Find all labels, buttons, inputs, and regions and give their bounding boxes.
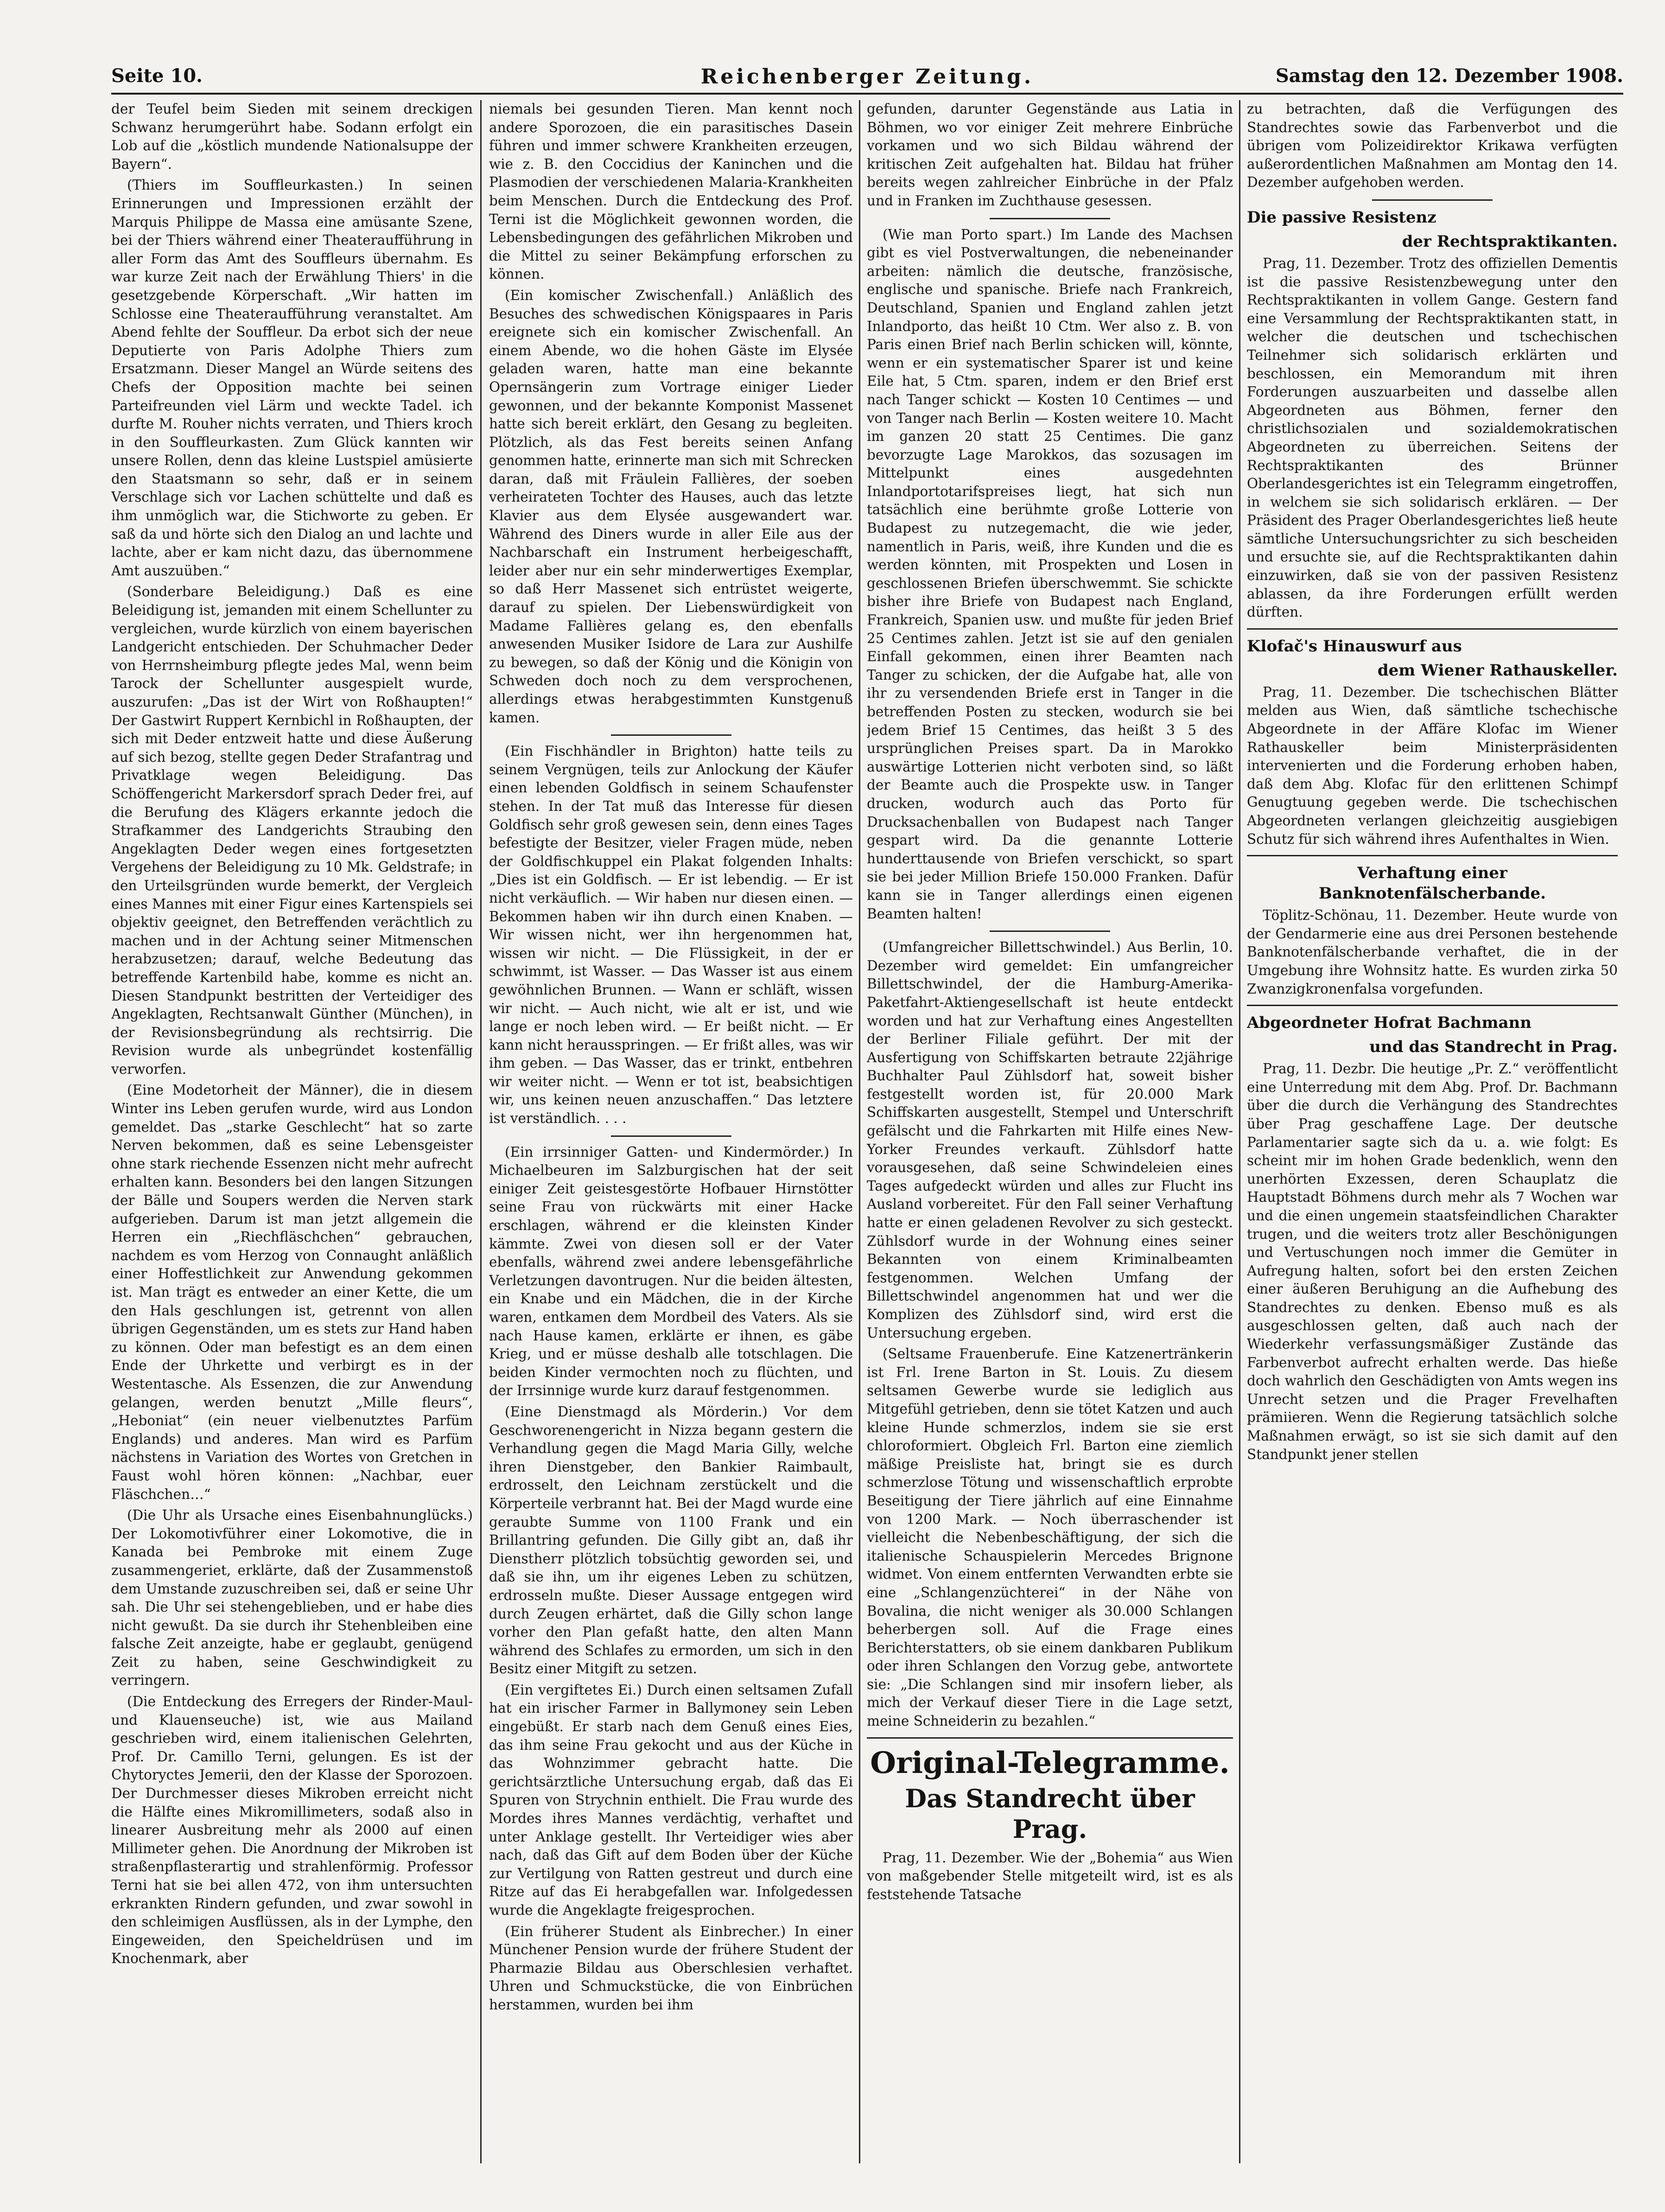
headline-klofac-line2: dem Wiener Rathauskeller.: [1377, 661, 1618, 680]
article-thiers: (Thiers im Souffleurkasten.) In seinen Erinnerungen und Impressionen erzählt der Marquis Philippe de Massa eine amüsante Szene, bei der Thiers während einer Theateraufführung in aller Form das Amt des Souffleurs übernahm. Es war kurze Zeit nach der Erwählung Thiers' in die gesetzgebende Körperschaft. „Wir hatten im Schlosse eine Theateraufführung veranstaltet. Am Abend fehlte der Souffleur. Da erbot sich der neue Deputierte von Paris Adolphe Thiers zum Ersatzmann. Dieser Mangel an Würde seitens des Chefs der Opposition machte bei seinen Parteifreunden viel Lärm und weckte Tadel. ich durfte M. Rouher nichts verraten, und Thiers kroch in den Souffleurkasten. Zum Glück kannten wir unsere Rollen, denn das kleine Lustspiel amüsierte den Staatsmann so sehr, daß er in seinem Verschlage sich vor Lachen schüttelte und daß es ihm unmöglich war, die Stichworte zu geben. Er saß da und hörte sich den Dialog an und lachte und lachte, aber er kam nicht dazu, das übernommene Amt auszuüben.“: [111, 177, 473, 579]
column-1: [111, 100, 473, 2163]
telegram-headline: Das Standrecht über Prag.: [905, 1783, 1195, 1844]
telegram-section-title: Original-Telegramme.: [870, 1745, 1230, 1780]
article-divider: [990, 931, 1110, 932]
article-banknoten: Töplitz-Schönau, 11. Dezember. Heute wurde von der Gendarmerie eine aus drei Personen bestehende Banknotenfälscherbande verhaftet, die in der Umgebung ihre Wohnsitz hatte. Es wurden zirka 50 Zwanzigkronenfalsa vorgefunden.: [1247, 907, 1618, 997]
article-frauenberufe: (Seltsame Frauenberufe. Eine Katzenertränkerin ist Frl. Irene Barton in St. Louis. Zu diesem seltsamen Gewerbe wurde sie lediglich aus Mitgefühl getrieben, denn sie tötet Katzen und auch kleine Hunde schmerzlos, indem sie sie erst chloroformiert. Obgleich Frl. Barton eine ziemlich mäßige Preisliste hat, bringt sie es durch schmerzlose Tötung und wissenschaftlich erprobte Beseitigung der Tiere jährlich auf eine Einnahme von 1200 Mark. — Noch überraschender ist vielleicht die Nebenbeschäftigung, der sich die italienische Schauspielerin Mercedes Brignone widmet. Von einem entfernten Verwandten erbte sie eine „Schlangenzüchterei“ in der Nähe von Bovalina, die nicht weniger als 30.000 Schlangen beherbergen soll. Auf die Frage eines Berichterstatters, ob sie einem dankbaren Publikum oder ihren Schlangen den Vorzug gebe, antwortete sie: „Die Schlangen sind mir insofern lieber, als mich der Verkauf dieser Tiere in die Lage setzt, meine Schneiderin zu bezahlen.“: [867, 1346, 1233, 1729]
newspaper-title: Reichenberger Zeitung.: [700, 65, 1034, 89]
headline-bachmann-line1: Abgeordneter Hofrat Bachmann: [1247, 1014, 1532, 1033]
article-continuation: niemals bei gesunden Tieren. Man kennt noch andere Sporozoen, die ein parasitisches Dasein führen und immer schwere Krankheiten erzeugen, wie z. B. den Coccidius der Kaninchen und die Plasmodien der verschiedenen Malaria-Krankheiten beim Menschen. Durch die Entdeckung des Prof. Terni ist die Möglichkeit gewonnen worden, die Lebensbedingungen des gefährlichen Mikroben und die Mittel zu seiner Bekämpfung erforschen zu können.: [489, 101, 853, 282]
column-4: [1247, 100, 1618, 2163]
article-divider: [990, 218, 1110, 219]
article-continuation: der Teufel beim Sieden mit seinem dreckigen Schwanz herumgerührt habe. Sodann erfolgt ein Lob auf die „köstlich mundende Nationalsuppe der Bayern“.: [111, 101, 473, 172]
article-continuation: gefunden, darunter Gegenstände aus Latia in Böhmen, wo vor einiger Zeit mehrere Einbrüche vorkamen und wo sich Bildau während der kritischen Zeit aufgehalten hat. Bildau hat früher bereits wegen zahlreicher Einbrüche in der Pfalz und in Franken im Zuchthause gesessen.: [867, 101, 1233, 209]
column-divider: [1239, 100, 1240, 2163]
article-zwischenfall: (Ein komischer Zwischenfall.) Anläßlich des Besuches des schwedischen Königspaares in Paris ereignete sich ein komischer Zwischenfall. An einem Abende, wo die hohen Gäste im Elysée geladen waren, hatte man eine bekannte Opernsängerin zum Vortrage einiger Lieder gewonnen, und der bekannte Komponist Massenet hatte sich bereit erklärt, den Gesang zu begleiten. Plötzlich, als das Fest bereits seinen Anfang genommen hatte, erinnerte man sich mit Schrecken daran, daß mit Fräulein Fallières, der soeben verheirateten Tochter des Hauses, auch das letzte Klavier aus dem Elysée ausgewandert war. Während des Diners wurde in aller Eile aus der Nachbarschaft ein Instrument herbeigeschafft, leider aber nur ein sehr minderwertiges Exemplar, so daß Herr Massenet sich entrüstet weigerte, darauf zu spielen. Der Liebenswürdigkeit von Madame Fallières gelang es, den ebenfalls anwesenden Musiker Isidore de Lara zur Aushilfe zu bewegen, so daß der König und die Königin von Schweden doch noch zu dem versprochenen, allerdings etwas herabgestimmten Kunstgenuß kamen.: [489, 287, 853, 726]
article-standrecht: Prag, 11. Dezember. Wie der „Bohemia“ aus Wien von maßgebender Stelle mitgeteilt wird, ist es als feststehende Tatsache: [867, 1849, 1233, 1902]
article-klofac: Prag, 11. Dezember. Die tschechischen Blätter melden aus Wien, daß sämtliche tschechische Abgeordnete in der Affäre Klofac im Wiener Rathauskeller beim Ministerpräsidenten intervenierten und die Forderung erhoben haben, daß dem Abg. Klofac für den erlittenen Schimpf Genugtuung gegeben werde. Die tschechischen Abgeordneten verlangen gleichzeitig ausgiebigen Schutz für sich während ihres Aufenthaltes in Wien.: [1247, 684, 1618, 847]
article-billettschwindel: (Umfangreicher Billettschwindel.) Aus Berlin, 10. Dezember wird gemeldet: Ein umfangreicher Billettschwindel, der die Hamburg-Amerika-Paketfahrt-Aktiengesellschaft ist heute entdeckt worden und hat zur Verhaftung eines Angestellten der Berliner Filiale geführt. Der mit der Ausfertigung von Schiffskarten betraute 22jährige Buchhalter Paul Zühlsdorf hat, soweit bisher festgestellt worden ist, für 20.000 Mark Schiffskarten ausgestellt, Stempel und Unterschrift gefälscht und die Fahrkarten mit Hilfe eines New-Yorker Freundes verkauft. Zühlsdorf hatte vorausgesehen, daß seine Schwindeleien eines Tages aufgedeckt würden und alles zur Flucht ins Ausland vorbereitet. Für den Fall seiner Verhaftung hatte er einen geladenen Revolver zu sich gesteckt. Zühlsdorf wurde in der Wohnung eines seiner Bekannten von einem Kriminalbeamten festgenommen. Welchen Umfang der Billettschwindel angenommen hat und wer die Komplizen des Zühlsdorf sind, wird erst die Untersuchung ergeben.: [867, 939, 1233, 1341]
article-modetorheit: (Eine Modetorheit der Männer), die in diesem Winter ins Leben gerufen wurde, wird aus London gemeldet. Das „starke Geschlecht“ hat so zarte Nerven bekommen, daß es seine Lebensgeister ohne stark riechende Essenzen nicht mehr aufrecht erhalten kann. Besonders bei den langen Sitzungen der Bälle und Soupers werden die Nerven stark aufgerieben. Darum ist man jetzt allgemein die Herren ein „Riechfläschchen“ gebrauchen, nachdem es vom Herzog von Connaught anläßlich einer Hoffestlichkeit zur Anwendung gekommen ist. Man trägt es entweder an einer Kette, die um den Hals geschlungen ist, getrennt von allen übrigen Gegenständen, um es stets zur Hand haben zu können. Oder man befestigt es an dem einen Ende der Uhrkette und verbirgt es in der Westentasche. Als Essenzen, die zur Anwendung gelangen, werden benutzt „Mille fleurs“, „Heboniat“ (ein neuer vielbenutztes Parfüm Englands) und anderes. Man wird es Parfüm nächstens in Variation des Wortes von Gretchen in Faust wohl hören können: „Nachbar, euer Fläschchen…“: [111, 1082, 473, 1502]
headline-resistenz-line2: der Rechtspraktikanten.: [1402, 232, 1618, 251]
article-divider: [1372, 199, 1493, 201]
headline-bachmann-line2: und das Standrecht in Prag.: [1369, 1038, 1618, 1057]
article-resistenz: Prag, 11. Dezember. Trotz des offiziellen Dementis ist die passive Resistenzbewegung unter den Rechtspraktikanten in vollem Gange. Gestern fand eine Versammlung der Rechtspraktikanten statt, in welcher die deutschen und tschechischen Teilnehmer sich solidarisch erklärten und beschlossen, ein Memorandum mit ihren Forderungen auszuarbeiten und dasselbe allen Abgeordneten aus Böhmen, ferner den christlichsozialen und sozialdemokratischen Abgeordneten zu überreichen. Seitens der Rechtspraktikanten des Brünner Oberlandesgerichtes ist ein Telegramm eingetroffen, in welchem sie sich solidarisch erklären. — Der Präsident des Prager Oberlandesgerichtes ließ heute sämtliche Untersuchungsrichter zu sich bescheiden und ersuchte sie, auf die Rechtspraktikanten dahin einzuwirken, daß sie von der passiven Resistenz ablassen, da ihre Forderungen erfüllt werden dürften.: [1247, 255, 1618, 620]
article-vergiftetes-ei: (Ein vergiftetes Ei.) Durch einen seltsamen Zufall hat ein irischer Farmer in Ballymoney sein Leben eingebüßt. Er starb nach dem Genuß eines Eies, das ihm seine Frau gekocht und aus der Küche in das Wohnzimmer gebracht hatte. Die gerichtsärztliche Untersuchung ergab, daß das Ei Spuren von Strychnin enthielt. Die Frau wurde des Mordes ihres Mannes verdächtig, verhaftet und unter Anklage gestellt. Ihr Verteidiger wies aber nach, daß das Gift auf dem Boden über der Küche zur Vertilgung von Ratten gestreut und durch eine Ritze auf das Ei herabgefallen war. Infolgedessen wurde die Angeklagte freigesprochen.: [489, 1682, 853, 1918]
column-3: [867, 100, 1233, 2163]
column-divider: [859, 100, 860, 2163]
article-beleidigung: (Sonderbare Beleidigung.) Daß es eine Beleidigung ist, jemanden mit einem Schellunter zu vergleichen, wurde kürzlich von einem bayerischen Landgericht entschieden. Der Schuhmacher Deder von Herrnsheimburg pflegte jedes Mal, wenn beim Tarock der Schellunter ausgespielt wurde, auszurufen: „Das ist der Wirt von Roßhaupten!“ Der Gastwirt Ruppert Kernbichl in Roßhaupten, der sich mit Deder entzweit hatte und diese Äußerung auf sich bezog, stellte gegen Deder Strafantrag und Privatklage wegen Beleidigung. Das Schöffengericht Markersdorf sprach Deder frei, auf die Berufung des Klägers erkannte jedoch die Strafkammer des Landgerichts Straubing den Angeklagten Deder wegen eines fortgesetzten Vergehens der Beleidigung zu 10 Mk. Geldstrafe; in den Urteilsgründen wurde bemerkt, der Vergleich eines Mannes mit einer Figur eines Kartenspiels sei objektiv geeignet, den Betreffenden verächtlich zu machen und in der Achtung seiner Mitmenschen herabzusetzen; darauf, welche Bedeutung das betreffende Kartenbild habe, komme es nicht an. Diesen Standpunkt bestritten der Verteidiger des Angeklagten, Rechtsanwalt Günther (München), in der Revisionsbegründung als rechtsirrig. Die Revision wurde als unbegründet kostenfällig verworfen.: [111, 584, 473, 1077]
headline-banknoten: Verhaftung einer Banknotenfälscherbande.: [1319, 864, 1546, 903]
article-divider: [1247, 628, 1618, 630]
article-student: (Ein früherer Student als Einbrecher.) In einer Münchener Pension wurde der frühere Student der Pharmazie Bildau aus Oberschlesien verhaftet. Uhren und Schmuckstücke, die von Einbrüchen herstammen, wurden bei ihm: [489, 1923, 853, 2013]
article-uhr: (Die Uhr als Ursache eines Eisenbahnunglücks.) Der Lokomotivführer einer Lokomotive, die in Kanada bei Pembroke mit einem Zuge zusammengeriet, erklärte, daß der Zusammenstoß dem Umstande zuzuschreiben sei, daß er seine Uhr sah. Die Uhr sei stehengeblieben, und er habe dies nicht gewußt. Da sie durch ihr Stehenbleiben eine falsche Zeit anzeigte, habe er geglaubt, genügend Zeit zu haben, seine Geschwindigkeit zu verringern.: [111, 1507, 473, 1689]
article-divider: [1247, 1005, 1618, 1006]
article-klauenseuche: (Die Entdeckung des Erregers der Rinder-Maul- und Klauenseuche) ist, wie aus Mailand geschrieben wird, einem italienischen Gelehrten, Prof. Dr. Camillo Terni, gelungen. Es ist der Chytoryctes Jemerii, den der Klasse der Sporozoen. Der Durchmesser dieses Mikroben erreicht nicht die Hälfte eines Mikromillimeters, sodaß also in linearer Ausbreitung mehr als 2000 auf einen Millimeter gehen. Die Anordnung der Mikroben ist straßenpflasterartig und strahlenförmig. Professor Terni hat sie bei allen 472, von ihm untersuchten erkrankten Rindern gefunden, und zwar sowohl in den schleimigen Ausflüssen, als in der Lymphe, den Eingeweiden, den Speicheldrüsen und im Knochenmark, aber: [111, 1694, 473, 1967]
article-kindermoerder: (Ein irrsinniger Gatten- und Kindermörder.) In Michaelbeuren im Salzburgischen hat der seit einiger Zeit geistesgestörte Hofbauer Hirnstötter seine Frau von rückwärts mit einer Hacke erschlagen, während er die kleinsten Kinder kämmte. Zwei von diesen soll er der Vater ebenfalls, während zwei andere lebensgefährliche Verletzungen davontrugen. Nur die beiden ältesten, ein Knabe und ein Mädchen, die in der Kirche waren, entkamen dem Mordbeil des Vaters. Als sie nach Hause kamen, erklärte er ihnen, es gäbe Krieg, und er müsse deshalb alle totschlagen. Die beiden Kinder vermochten noch zu flüchten, und der Irrsinnige wurde kurz darauf festgenommen.: [489, 1144, 853, 1399]
article-porto: (Wie man Porto spart.) Im Lande des Machsen gibt es viel Postverwaltungen, die nebeneinander arbeiten: nämlich die deutsche, französische, englische und spanische. Briefe nach Frankreich, Deutschland, Spanien und England zahlen jetzt Inlandporto, das heißt 10 Ctm. Wer also z. B. von Paris einen Brief nach Berlin schicken will, könnte, wenn er ein systematischer Sparer ist und keine Eile hat, 5 Ctm. sparen, indem er den Brief erst nach Tanger schickt — Kosten 10 Centimes — und von Tanger nach Berlin — Kosten weitere 10. Macht im ganzen 20 statt 25 Centimes. Die ganz bevorzugte Lage Marokkos, das sozusagen im Mittelpunkt eines ausgedehnten Inlandportotarifspreises liegt, hat sich nun tatsächlich eine berühmte große Lotterie von Budapest zu nutzegemacht, die wie jeder, namentlich in Paris, weiß, ihre Kunden und die es werden könnten, mit Prospekten und Losen in geschlossenen Briefen überschwemmt. Sie schickte bisher ihre Briefe von Budapest nach England, Frankreich, Spanien usw. und mußte für jeden Brief 25 Centimes zahlen. Jetzt ist sie auf den genialen Einfall gekommen, einen ihrer Beamten nach Tanger zu schicken, der die Aufgabe hat, alle von ihr zu versendenden Briefe erst in Tanger in die betreffenden Posten zu stecken, wodurch sie bei jedem Brief 15 Centimes, das heißt 3 5 des ursprünglichen Preises spart. Da in Marokko auswärtige Lotterien nicht verboten sind, so läßt der Beamte auch die Prospekte usw. in Tanger drucken, wodurch auch das Porto für Drucksachenballen von Budapest nach Tanger gespart wird. Da die genannte Lotterie hunderttausende von Briefen verschickt, so spart sie bei jeder Million Briefe 150.000 Franken. Dafür kann sie in Tanger allerdings einen eigenen Beamten halten!: [867, 226, 1233, 922]
section-divider: [867, 1737, 1233, 1739]
page-number: Seite 10.: [111, 65, 203, 87]
article-fischhaendler: (Ein Fischhändler in Brighton) hatte teils zu seinem Vergnügen, teils zur Anlockung der Käufer einen lebenden Goldfisch in seinem Schaufenster stehen. In der Tat muß das Interesse für diesen Goldfisch sehr groß gewesen sein, denn eines Tages befestigte der Besitzer, vieler Fragen müde, neben der Goldfischkuppel ein Plakat folgenden Inhalts: „Dies ist ein Goldfisch. — Er ist lebendig. — Er ist nicht verkäuflich. — Wir haben nur diesen einen. — Bekommen haben wir ihn durch einen Knaben. — Wir wissen nicht, wer ihn hergenommen hat, wissen wir nicht. — Die Flüssigkeit, in der er schwimmt, ist Wasser. — Das Wasser ist aus einem gewöhnlichen Brunnen. — Wann er schläft, wissen wir nicht. — Auch nicht, wie alt er ist, und wie lange er noch leben wird. — Er beißt nicht. — Er kann nicht herausspringen. — Er frißt alles, was wir ihm geben. — Das Wasser, das er trinkt, entbehren wir weiter nicht. — Wenn er tot ist, beabsichtigen wir, uns keinen neuen anzuschaffen.“ Das letztere ist verständlich. . . .: [489, 743, 853, 1127]
column-divider: [480, 100, 482, 2163]
column-2: [489, 100, 853, 2163]
article-divider: [1247, 855, 1618, 856]
article-bachmann: Prag, 11. Dezbr. Die heutige „Pr. Z.“ veröffentlicht eine Unterredung mit dem Abg. Prof. Dr. Bachmann über die durch die Verhängung des Standrechtes über Prag geschaffene Lage. Der deutsche Parlamentarier sagte sich da u. a. wie folgt: Es scheint mir im hohen Grade bedenklich, wenn den unerhörten Exzessen, deren Schauplatz die Hauptstadt Böhmens durch mehr als 7 Wochen war und die einen ungemein staatsfeindlichen Charakter trugen, und die weiters trotz aller Beschönigungen und Vertuschungen noch immer die Gemüter in Aufregung halten, sofort bei den ersten Zeichen einer äußeren Beruhigung an die Aufhebung des Standrechtes zu denken. Ebenso muß es als ausgeschlossen gelten, daß auch nach der Wiederkehr verfassungsmäßiger Zustände das Farbenverbot aufrecht erhalten werde. Das hieße doch wahrlich den Geschädigten von Amts wegen ins Unrecht setzen und die Prager Frevelhaften prämiieren. Wenn die Regierung tatsächlich solche Maßnahmen erwägt, so ist sie sich damit auf den Standpunkt jener stellen: [1247, 1061, 1618, 1462]
article-divider: [611, 1135, 731, 1137]
headline-resistenz-line1: Die passive Resistenz: [1247, 208, 1436, 227]
header-rule: [111, 93, 1623, 95]
headline-klofac-line1: Klofač's Hinauswurf aus: [1247, 637, 1462, 656]
article-continuation: zu betrachten, daß die Verfügungen des Standrechtes sowie das Farbenverbot und die übrigen vom Polizeidirektor Krikawa verfügten außerordentlichen Maßnahmen am Montag den 14. Dezember aufgehoben werden.: [1247, 101, 1618, 191]
article-divider: [611, 734, 731, 736]
issue-date: Samstag den 12. Dezember 1908.: [1275, 65, 1623, 87]
article-dienstmagd: (Eine Dienstmagd als Mörderin.) Vor dem Geschworenengericht in Nizza begann gestern die Verhandlung gegen die Magd Maria Gilly, welche ihren Dienstgeber, den Bankier Raimbault, erdrosselt, den Leichnam zerstückelt und die Körperteile verbrannt hat. Bei der Magd wurde eine geraubte Summe von 1100 Frank und ein Brillantring gefunden. Die Gilly gibt an, daß ihr Dienstherr plötzlich tobsüchtig geworden sei, und daß sie ihn, um ihr eigenes Leben zu schützen, erdrosseln mußte. Dieser Aussage entgegen wird durch Zeugen erhärtet, daß die Gilly schon lange vorher den Plan gefaßt hatte, den alten Mann während des Schlafes zu ermorden, um sich in den Besitz einer Mitgift zu setzen.: [489, 1403, 853, 1677]
